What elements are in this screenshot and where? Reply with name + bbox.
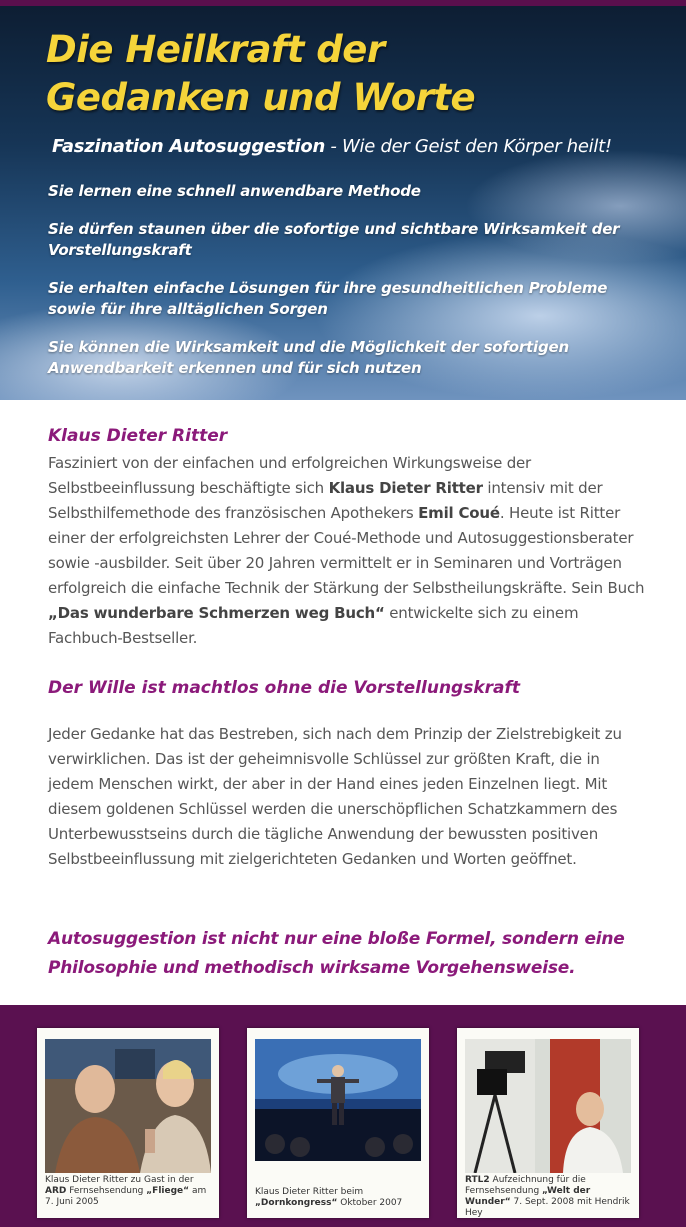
bio-text: entwickelte sich zu einem Fachbuch-Bestseller.: [48, 604, 579, 647]
bio-text: Fasziniert von der einfachen und erfolgreichen Wirkungsweise der Selbstbeeinflussung beschäftigte sich: [48, 454, 532, 497]
benefit-item: Sie lernen eine schnell anwendbare Methode: [48, 182, 421, 200]
caption-text: Aufzeichnung für die Fernsehsendung: [465, 1175, 586, 1196]
caption-text: am 7. Juni 2005: [45, 1186, 207, 1207]
title-line-1: Die Heilkraft der: [46, 28, 385, 71]
photo-caption: [45, 1175, 213, 1208]
caption-bold: ARD: [45, 1186, 67, 1196]
photo-caption: [465, 1175, 633, 1219]
benefit-item: Sie können die Wirksamkeit und die Möglichkeit der sofortigen Anwendbarkeit erkennen und für sich nutzen: [48, 338, 569, 377]
bio-bold-coue: Emil Coué: [418, 504, 500, 522]
title-line-2: Gedanken und Worte: [46, 76, 476, 119]
caption-bold: „Dornkongress“: [255, 1198, 338, 1208]
bio-bold-book: „Das wunderbare Schmerzen weg Buch“: [48, 604, 385, 622]
bio-bold-name: Klaus Dieter Ritter: [328, 479, 483, 497]
photo-card-rtl2: [457, 1028, 639, 1218]
caption-bold: „Fliege“: [146, 1186, 190, 1196]
hero-banner: [0, 6, 686, 400]
subtitle-bold: Faszination Autosuggestion: [52, 136, 326, 157]
photo-dornkongress-image: [255, 1039, 421, 1161]
benefit-list: [48, 181, 658, 396]
photo-rtl2-image: [465, 1039, 631, 1173]
photo-fliege-image: [45, 1039, 211, 1173]
author-heading: Klaus Dieter Ritter: [48, 426, 228, 446]
caption-bold: RTL2: [465, 1175, 490, 1185]
bio-text: . Heute ist Ritter einer der erfolgreichsten Lehrer der Coué-Methode und Autosuggestionsberater sowie -ausbilder. Seit über 20 Jahren vermittelt er in Seminaren und Vorträgen erfolgreich die einfache Technik der Stärkung der Selbstheilungskräfte. Sein Buch: [48, 504, 645, 597]
benefit-item: Sie erhalten einfache Lösungen für ihre gesundheitlichen Probleme sowie für ihre alltäglichen Sorgen: [48, 279, 608, 318]
caption-bold: „Welt der Wunder“: [465, 1186, 591, 1207]
caption-text: Fernsehsendung: [66, 1186, 147, 1196]
author-bio: [48, 451, 648, 651]
benefit-item: Sie dürfen staunen über die sofortige und sichtbare Wirksamkeit der Vorstellungskraft: [48, 220, 620, 259]
section-paragraph: Jeder Gedanke hat das Bestreben, sich nach dem Prinzip der Zielstrebigkeit zu verwirklichen. Das ist der geheimnisvolle Schlüssel zur größten Kraft, die in jedem Menschen wirkt, der aber in der Hand eines jeden Einzelnen liegt. Mit diesem goldenen Schlüssel werden die unerschöpflichen Schatzkammern des Unterbewusstseins durch die tägliche Anwendung der bewussten positiven Selbstbeeinflussung mit zielgerichteten Gedanken und Worten geöffnet.: [48, 725, 622, 868]
page-title: [46, 26, 475, 122]
caption-text: 7. Sept. 2008 mit Hendrik Hey: [465, 1197, 630, 1218]
caption-text: Klaus Dieter Ritter zu Gast in der: [45, 1175, 194, 1185]
photo-card-dornkongress: [247, 1028, 429, 1218]
photo-caption: [255, 1187, 423, 1209]
subtitle-rest: - Wie der Geist den Körper heilt!: [325, 136, 612, 157]
caption-text: Oktober 2007: [337, 1198, 403, 1208]
section-heading: Der Wille ist machtlos ohne die Vorstellungskraft: [48, 678, 521, 698]
photo-card-fliege: [37, 1028, 219, 1218]
closing-quote: Autosuggestion ist nicht nur eine bloße Formel, sondern eine Philosophie und methodisch wirksame Vorgehensweise.: [48, 929, 625, 978]
subtitle: [52, 136, 612, 157]
bio-text: intensiv mit der Selbsthilfemethode des französischen Apothekers: [48, 479, 603, 522]
caption-text: Klaus Dieter Ritter beim: [255, 1187, 364, 1197]
